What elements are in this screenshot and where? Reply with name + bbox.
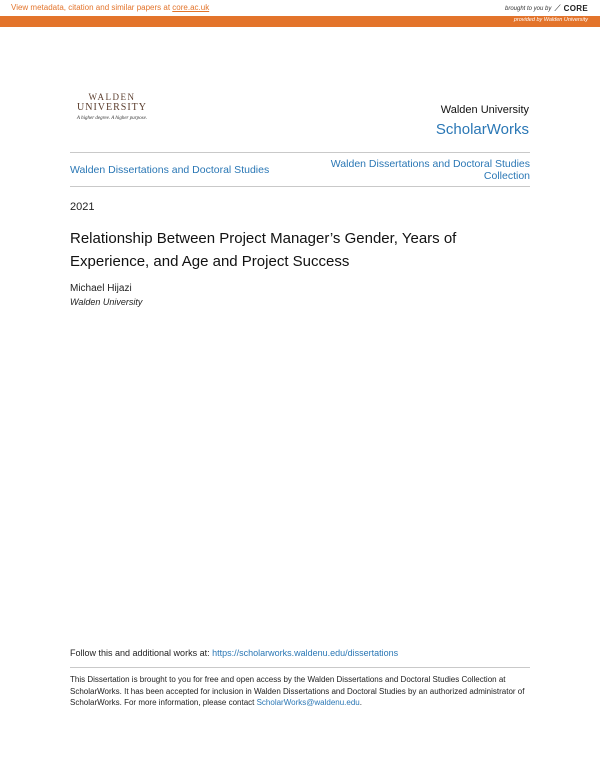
follow-line: Follow this and additional works at: https://scholarworks.waldenu.edu/dissertations (70, 648, 399, 658)
core-url-link[interactable]: core.ac.uk (172, 3, 210, 12)
collection-link-left[interactable]: Walden Dissertations and Doctoral Studies (70, 164, 270, 176)
dissertations-url-link[interactable]: https://scholarworks.waldenu.edu/dissertations (212, 648, 399, 658)
divider-notice (70, 667, 530, 668)
core-logo-text: CORE (563, 4, 588, 13)
core-metadata-link[interactable]: View metadata, citation and similar papers at core.ac.uk (11, 3, 210, 12)
provided-by-text[interactable]: provided by Walden University (513, 17, 588, 23)
paper-title: Relationship Between Project Manager’s Gender, Years of Experience, and Age and Project Success (70, 230, 457, 270)
divider-top (70, 152, 530, 153)
logo-line-2: UNIVERSITY (77, 102, 147, 113)
contact-email-link[interactable]: ScholarWorks@waldenu.edu (256, 698, 360, 707)
access-notice: This Dissertation is brought to you for free and open access by the Walden Dissertations and Doctoral Studies Collection at ScholarWorks. It has been accepted for inclusion in Walden Dissertations and Doctoral Studies by an authorized administrator of ScholarWorks. For more information, please contact ScholarWorks@waldenu.edu. (70, 675, 525, 707)
publication-year: 2021 (70, 201, 95, 213)
logo-line-1: WALDEN (88, 92, 136, 102)
core-banner (0, 0, 600, 16)
walden-logo[interactable] (72, 92, 152, 121)
author-name: Michael Hijazi (70, 283, 132, 294)
author-affiliation: Walden University (70, 297, 143, 307)
core-brought-by[interactable]: brought to you by ⟋ CORE (504, 3, 588, 13)
collection-link-right[interactable]: Walden Dissertations and Doctoral Studies Collection (330, 158, 530, 182)
scholarworks-link[interactable]: ScholarWorks (435, 121, 529, 138)
logo-tagline: A higher degree. A higher purpose. (76, 116, 148, 121)
divider-bottom (70, 186, 530, 187)
provided-by-bar (0, 16, 600, 27)
core-logo-icon: ⟋ (554, 3, 561, 13)
institution-name: Walden University (440, 104, 529, 116)
